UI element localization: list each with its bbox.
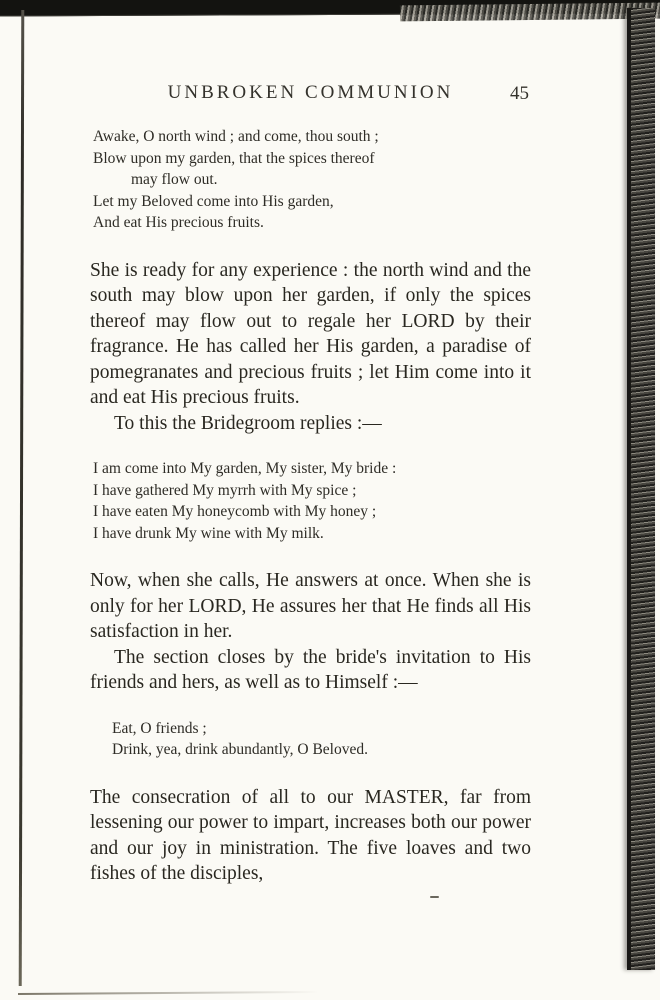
body-text-block-2 bbox=[90, 568, 531, 696]
poem-line: I have drunk My wine with My milk. bbox=[93, 524, 324, 542]
poem-line: Drink, yea, drink abundantly, O Beloved. bbox=[112, 741, 368, 758]
paragraph: The section closes by the bride's invitation to His friends and hers, as well as to Himself :— bbox=[90, 646, 531, 693]
poem-line: Eat, O friends ; bbox=[112, 719, 207, 737]
scan-bottom-edge bbox=[18, 991, 318, 995]
page-number: 45 bbox=[510, 83, 529, 104]
page-content bbox=[90, 82, 531, 887]
paragraph: Now, when she calls, He answers at once. When she is only for her LORD, He assures her that He finds all His satisfaction in her. bbox=[90, 570, 531, 642]
poem-line: I have eaten My honeycomb with My honey ; bbox=[93, 503, 377, 520]
poem-line: Awake, O north wind ; and come, thou south ; bbox=[93, 128, 379, 145]
quotation-block-1 bbox=[90, 126, 531, 234]
page-gutter-line bbox=[19, 10, 25, 986]
quotation-block-2 bbox=[90, 458, 531, 544]
paragraph: The consecration of all to our MASTER, far from lessening our power to impart, increases both our power and our joy in ministration. The five loaves and two fishes of the disciples, bbox=[90, 786, 531, 884]
page-edges-texture bbox=[627, 8, 655, 970]
poem-line: I have gathered My myrrh with My spice ; bbox=[93, 481, 357, 499]
scan-top-edge-hatch bbox=[400, 3, 660, 22]
paragraph: To this the Bridegroom replies :— bbox=[114, 412, 382, 434]
running-header bbox=[90, 82, 531, 104]
body-text-block-3 bbox=[90, 785, 531, 887]
poem-line: may flow out. bbox=[131, 171, 218, 188]
poem-line: Blow upon my garden, that the spices thereof bbox=[93, 149, 375, 167]
poem-line: Let my Beloved come into His garden, bbox=[93, 192, 334, 210]
running-title: UNBROKEN COMMUNION bbox=[167, 82, 454, 103]
poem-line: And eat His precious fruits. bbox=[93, 214, 264, 231]
scan-artifact-dot bbox=[430, 896, 439, 898]
quotation-block-3 bbox=[90, 718, 531, 761]
poem-line: I am come into My garden, My sister, My bride : bbox=[93, 460, 397, 477]
body-text-block-1 bbox=[90, 258, 531, 437]
paragraph: She is ready for any experience : the north wind and the south may blow upon her garden, if only the spices thereof may flow out to regale her LORD by their fragrance. He has called her His garden, a paradise of pomegranates and precious fruits ; let Him come into it and eat His precious fruits. bbox=[90, 259, 531, 408]
